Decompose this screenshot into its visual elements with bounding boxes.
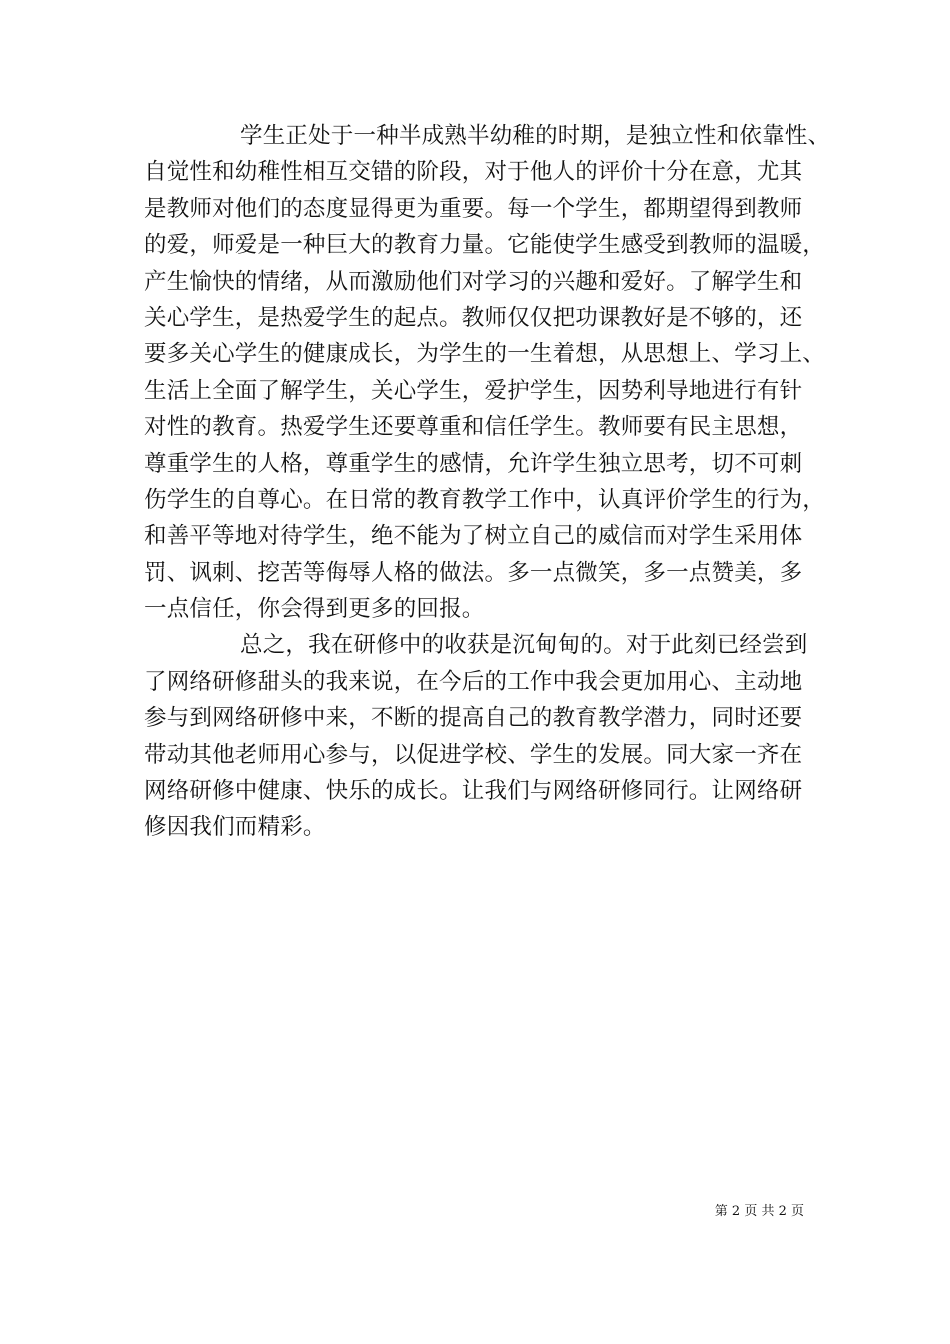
paragraph-line: 了网络研修甜头的我来说，在今后的工作中我会更加用心、主动地 xyxy=(144,668,803,695)
paragraph-line: 关心学生，是热爱学生的起点。教师仅仅把功课教好是不够的，还 xyxy=(144,304,803,331)
paragraph-line: 总之，我在研修中的收获是沉甸甸的。对于此刻已经尝到 xyxy=(240,632,808,659)
paragraph-1 xyxy=(144,118,831,627)
paragraph-line: 一点信任，你会得到更多的回报。 xyxy=(144,596,485,623)
paragraph-line: 是教师对他们的态度显得更为重要。每一个学生，都期望得到教师 xyxy=(144,195,803,222)
paragraph-line: 的爱，师爱是一种巨大的教育力量。它能使学生感受到教师的温暖， xyxy=(144,232,826,259)
paragraph-line: 自觉性和幼稚性相互交错的阶段，对于他人的评价十分在意，尤其 xyxy=(144,159,803,186)
page-number: 第 2 页 共 2 页 xyxy=(714,1204,804,1219)
paragraph-line: 罚、讽刺、挖苦等侮辱人格的做法。多一点微笑，多一点赞美，多 xyxy=(144,559,803,586)
paragraph-line: 学生正处于一种半成熟半幼稚的时期，是独立性和依靠性、 xyxy=(240,123,831,149)
paragraph-line: 修因我们而精彩。 xyxy=(144,814,326,841)
paragraph-line: 产生愉快的情绪，从而激励他们对学习的兴趣和爱好。了解学生和 xyxy=(144,268,803,295)
document-body xyxy=(144,118,831,846)
paragraph-line: 参与到网络研修中来，不断的提高自己的教育教学潜力，同时还要 xyxy=(144,705,803,732)
paragraph-line: 带动其他老师用心参与，以促进学校、学生的发展。同大家一齐在 xyxy=(144,741,803,768)
paragraph-line: 伤学生的自尊心。在日常的教育教学工作中，认真评价学生的行为， xyxy=(144,486,826,513)
paragraph-line: 对性的教育。热爱学生还要尊重和信任学生。教师要有民主思想， xyxy=(144,414,803,441)
paragraph-2 xyxy=(144,627,812,845)
paragraph-line: 生活上全面了解学生，关心学生，爱护学生，因势利导地进行有针 xyxy=(144,377,803,404)
paragraph-line: 尊重学生的人格，尊重学生的感情，允许学生独立思考，切不可刺 xyxy=(144,450,803,477)
paragraph-line: 要多关心学生的健康成长，为学生的一生着想，从思想上、学习上、 xyxy=(144,341,826,368)
paragraph-line: 和善平等地对待学生，绝不能为了树立自己的威信而对学生采用体 xyxy=(144,523,803,550)
paragraph-line: 网络研修中健康、快乐的成长。让我们与网络研修同行。让网络研 xyxy=(144,778,803,805)
